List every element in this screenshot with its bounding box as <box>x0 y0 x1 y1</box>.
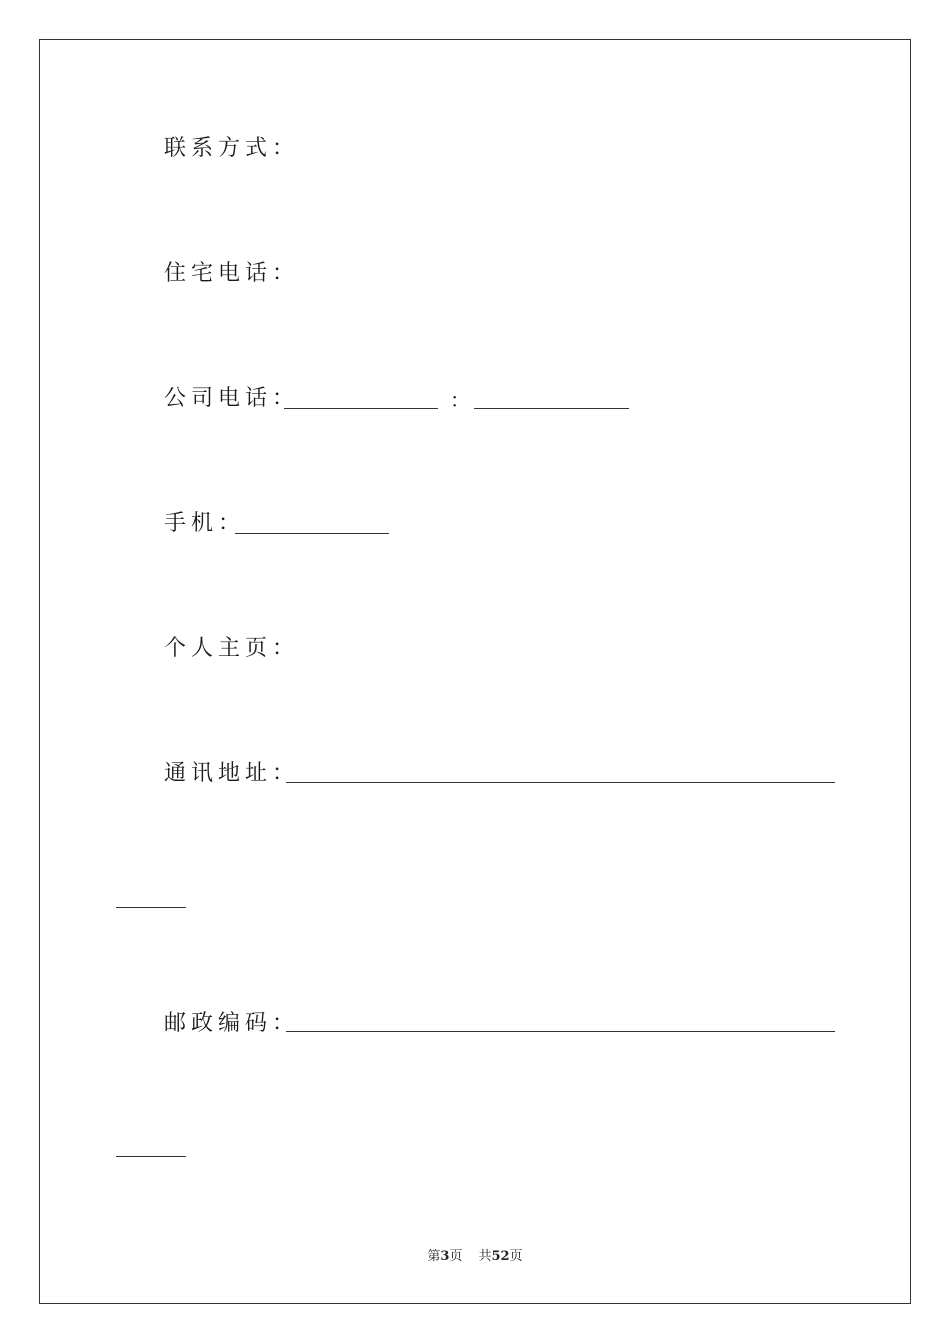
company-phone-separator: ： <box>450 388 470 412</box>
mailing-address-label: 通讯地址： <box>164 761 300 786</box>
page-border <box>39 39 911 1304</box>
page-number: 3 <box>440 1249 450 1264</box>
postal-code-label: 邮政编码： <box>164 1011 300 1036</box>
mailing-address-blank[interactable] <box>286 782 835 783</box>
mobile-label: 手机： <box>164 511 246 536</box>
page-suffix: 页 <box>449 1249 463 1264</box>
postal-code-blank-continued[interactable] <box>116 1156 186 1157</box>
company-phone-label: 公司电话： <box>164 386 300 411</box>
total-prefix: 共 <box>478 1249 492 1264</box>
postal-code-blank[interactable] <box>286 1031 835 1032</box>
contact-method-label: 联系方式： <box>164 136 300 161</box>
company-phone-area-code-blank[interactable] <box>284 408 438 409</box>
mailing-address-blank-continued[interactable] <box>116 907 186 908</box>
total-pages: 52 <box>491 1249 510 1264</box>
total-suffix: 页 <box>509 1249 523 1264</box>
page-prefix: 第 <box>427 1249 441 1264</box>
home-phone-label: 住宅电话： <box>164 261 300 286</box>
company-phone-number-blank[interactable] <box>474 408 629 409</box>
homepage-label: 个人主页： <box>164 636 300 661</box>
page-footer <box>0 1249 950 1265</box>
mobile-blank[interactable] <box>235 533 389 534</box>
